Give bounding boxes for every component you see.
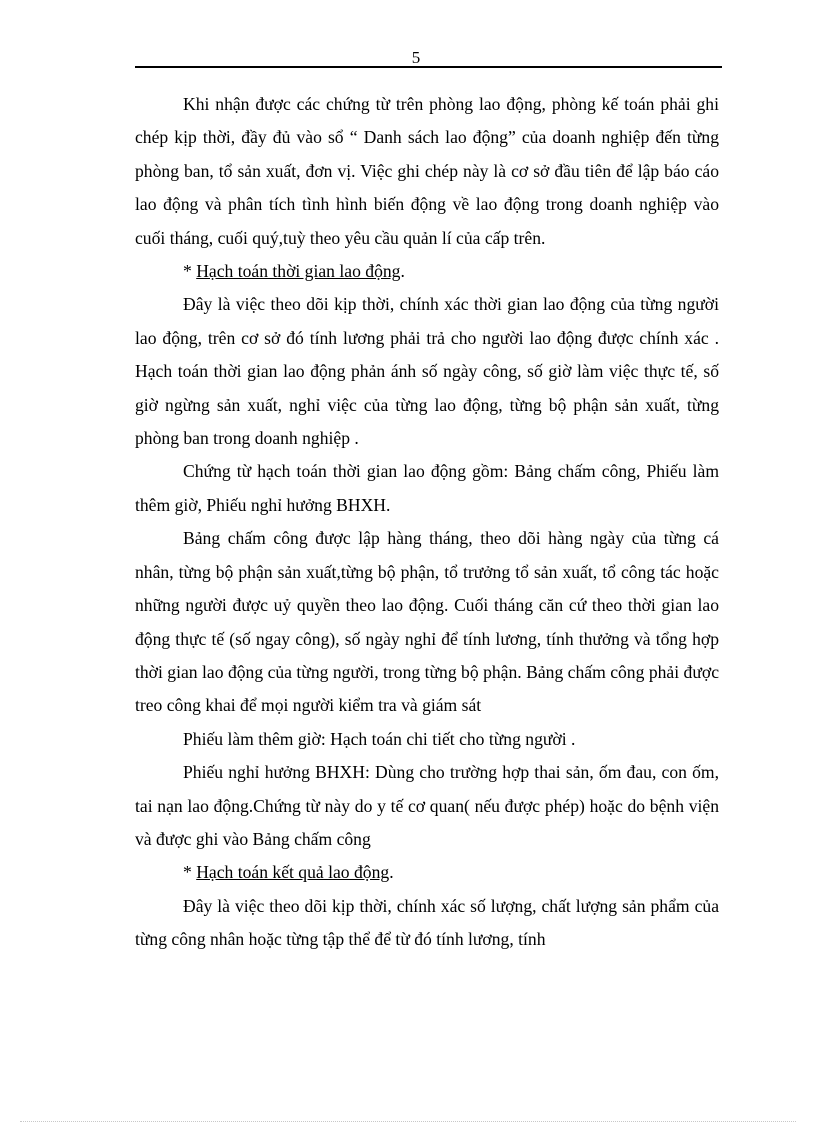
paragraph-labor-results-definition: Đây là việc theo dõi kịp thời, chính xác số lượng, chất lượng sản phẩm của từng công nhân hoặc từng tập thể để từ đó tính lương, tính — [135, 895, 719, 950]
heading-labor-results — [135, 856, 719, 889]
heading-labor-time — [135, 255, 719, 288]
heading-period: . — [389, 862, 394, 883]
paragraph-labor-records: Khi nhận được các chứng từ trên phòng lao động, phòng kế toán phải ghi chép kịp thời, đầy đủ vào sổ “ Danh sách lao động” của doanh nghiệp đến từng phòng ban, tổ sản xuất, đơn vị. Việc ghi chép này là cơ sở đầu tiên để lập báo cáo lao động và phân tích tình hình biến động về lao động trong doanh nghiệp vào cuối tháng, cuối quý,tuỳ theo yêu cầu quản lí của cấp trên. — [135, 94, 719, 248]
paragraph-labor-time-definition: Đây là việc theo dõi kịp thời, chính xác thời gian lao động của từng người lao động, trên cơ sở đó tính lương phải trả cho người lao động được chính xác . Hạch toán thời gian lao động phản ánh số ngày công, số giờ làm việc thực tế, số giờ ngừng sản xuất, nghỉ việc của từng lao động, từng bộ phận sản xuất, từng phòng ban trong doanh nghiệp . — [135, 294, 719, 449]
heading-title: Hạch toán thời gian lao động — [196, 261, 401, 282]
heading-bullet: * — [183, 261, 197, 282]
page-bottom-border — [20, 1121, 796, 1122]
header-rule — [135, 66, 722, 68]
paragraph-timesheet: Bảng chấm công được lập hàng tháng, theo dõi hàng ngày của từng cá nhân, từng bộ phận sản xuất,từng bộ phận, tổ trưởng tổ sản xuất, tổ công tác hoặc những người được uỷ quyền theo lao động. Cuối tháng căn cứ theo thời gian lao động thực tế (số ngay công), số ngày nghỉ để tính lương, tính thưởng và tổng hợp thời gian lao động của từng người, trong từng bộ phận. Bảng chấm công phải được treo công khai để mọi người kiểm tra và giám sát — [135, 528, 719, 716]
heading-bullet: * — [183, 862, 197, 883]
paragraph-social-insurance: Phiếu nghỉ hưởng BHXH: Dùng cho trường hợp thai sản, ốm đau, con ốm, tai nạn lao động.Chứng từ này do y tế cơ quan( nếu được phép) hoặc do bệnh viện và được ghi vào Bảng chấm công — [135, 762, 719, 849]
paragraph-labor-time-documents: Chứng từ hạch toán thời gian lao động gồm: Bảng chấm công, Phiếu làm thêm giờ, Phiếu nghỉ hưởng BHXH. — [135, 461, 719, 515]
heading-title: Hạch toán kết quả lao động — [196, 862, 390, 883]
page-number: 5 — [411, 48, 421, 67]
document-body — [135, 88, 719, 957]
heading-period: . — [400, 261, 405, 282]
paragraph-overtime: Phiếu làm thêm giờ: Hạch toán chi tiết cho từng người . — [183, 728, 576, 749]
